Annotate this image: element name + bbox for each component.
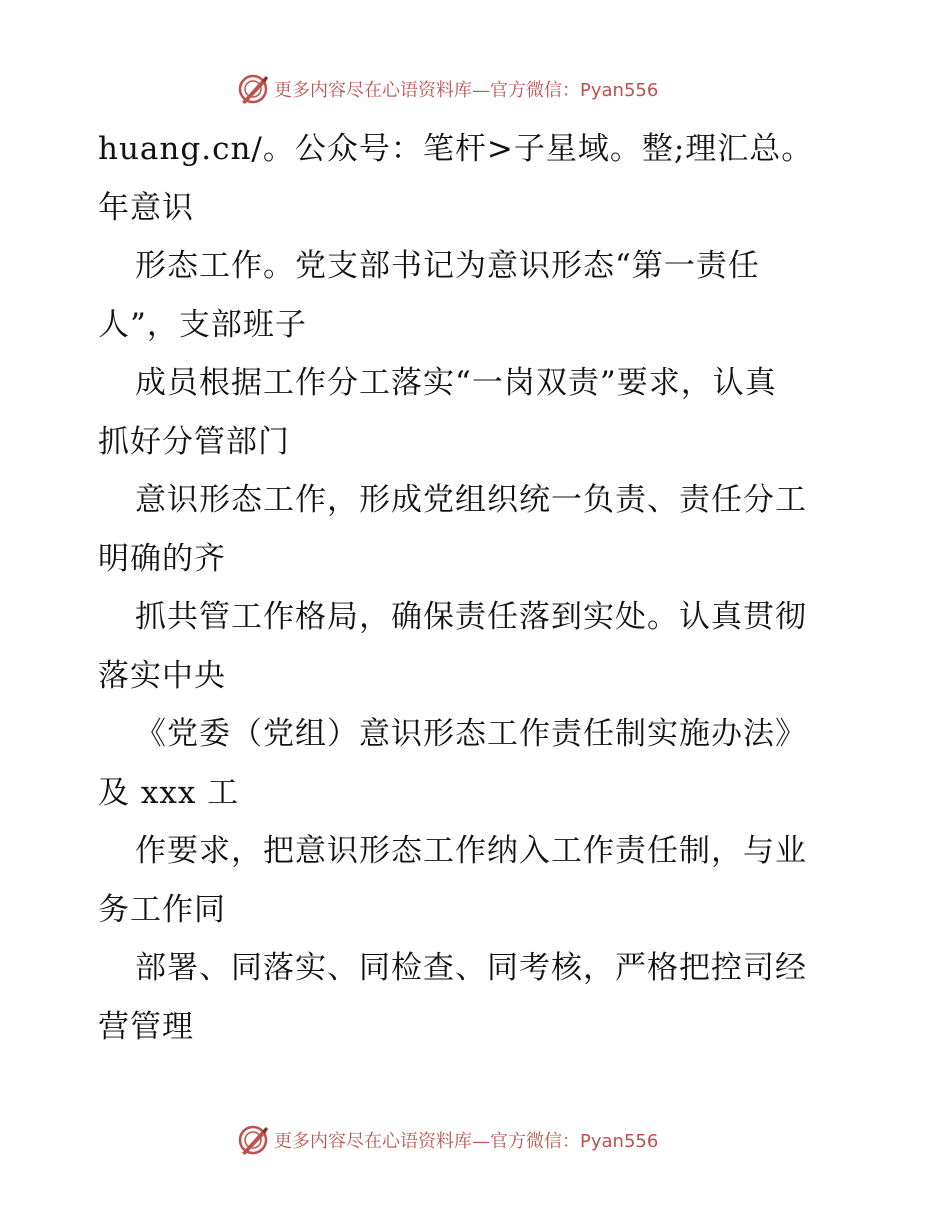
text-line: 作要求，把意识形态工作纳入工作责任制，与业 [135,833,807,869]
text-line: 部署、同落实、同检查、同考核，严格把控司经 [135,950,807,986]
text-line: 落实中央 [98,657,226,694]
watermark-wechat-text: 官方微信：Pyan556 [490,1131,659,1152]
watermark-main-text: 更多内容尽在心语资料库— [274,80,490,101]
text-line: 营管理 [98,1008,194,1045]
text-line: 抓好分管部门 [98,423,290,460]
pen-logo-icon [236,72,270,106]
text-line: 年意识 [98,189,194,226]
document-body [98,120,858,1056]
footer-watermark [236,1123,658,1157]
text-line: 及 xxx 工 [98,774,240,811]
text-line: 明确的齐 [98,540,226,577]
text-line: 人”，支部班子 [98,306,307,343]
pen-logo-icon [236,1123,270,1157]
text-line: huang.cn/。公众号：笔杆>子星域。整;理汇总。 [98,131,814,167]
text-line: 形态工作。党支部书记为意识形态“第一责任 [135,248,760,284]
header-watermark [236,72,658,106]
watermark-main-text: 更多内容尽在心语资料库— [274,1131,490,1152]
text-line: 务工作同 [98,891,226,928]
text-line: 《党委（党组）意识形态工作责任制实施办法》 [135,716,807,752]
text-line: 意识形态工作，形成党组织统一负责、责任分工 [135,482,807,518]
text-line: 抓共管工作格局，确保责任落到实处。认真贯彻 [135,599,807,635]
text-line: 成员根据工作分工落实“一岗双责”要求，认真 [135,365,777,401]
watermark-wechat-text: 官方微信：Pyan556 [490,80,659,101]
